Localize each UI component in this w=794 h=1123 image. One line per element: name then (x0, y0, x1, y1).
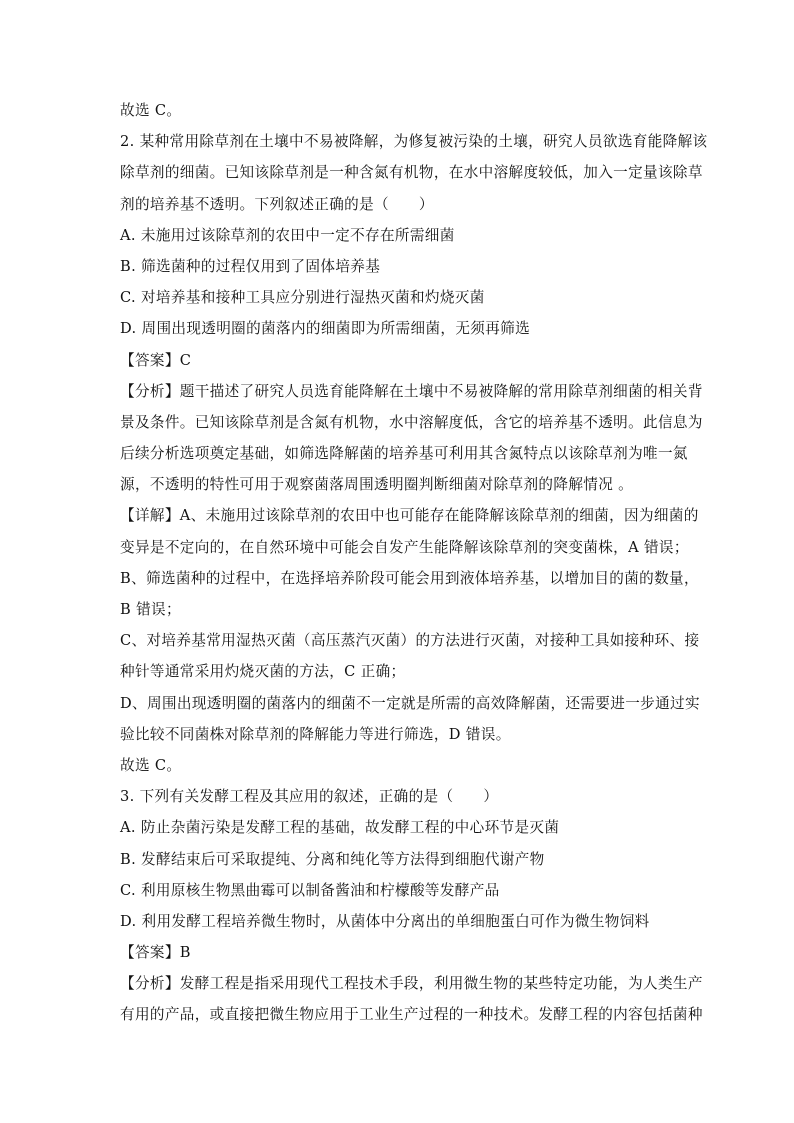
question-3-option-c: C. 利用原核生物黑曲霉可以制备酱油和柠檬酸等发酵产品 (120, 881, 500, 899)
question-2-stem: 2. 某种常用除草剂在土壤中不易被降解，为修复被污染的土壤，研究人员欲选育能降解该 (120, 133, 708, 151)
question-3-option-a: A. 防止杂菌污染是发酵工程的基础，故发酵工程的中心环节是灭菌 (120, 819, 560, 837)
question-2-option-d: D. 周围出现透明圈的菌落内的细菌即为所需细菌，无须再筛选 (120, 320, 531, 338)
question-2-conclusion: 故选 C。 (120, 756, 182, 774)
question-3-answer: 【答案】B (120, 944, 191, 962)
question-2-detail-c: C、对培养基常用湿热灭菌（高压蒸汽灭菌）的方法进行灭菌，对接种工具如接种环、接 (120, 632, 700, 650)
question-2-detail-c-cont: 种针等通常采用灼烧灭菌的方法，C 正确； (120, 663, 406, 681)
question-2-answer: 【答案】C (120, 351, 192, 369)
question-2-detail-a: 【详解】A、未施用过该除草剂的农田中也可能存在能降解该除草剂的细菌，因为细菌的 (120, 507, 699, 525)
question-2-option-a: A. 未施用过该除草剂的农田中一定不存在所需细菌 (120, 226, 455, 244)
question-2-analysis: 【分析】题干描述了研究人员选育能降解在土壤中不易被降解的常用除草剂细菌的相关背 (120, 382, 703, 400)
question-3-option-b: B. 发酵结束后可采取提纯、分离和纯化等方法得到细胞代谢产物 (120, 850, 545, 868)
question-2-option-c: C. 对培养基和接种工具应分别进行湿热灭菌和灼烧灭菌 (120, 289, 485, 307)
question-2-detail-b: B、筛选菌种的过程中，在选择培养阶段可能会用到液体培养基，以增加目的菌的数量， (120, 569, 699, 587)
question-3-option-d: D. 利用发酵工程培养微生物时，从菌体中分离出的单细胞蛋白可作为微生物饲料 (120, 912, 650, 930)
question-3-analysis: 【分析】发酵工程是指采用现代工程技术手段，利用微生物的某些特定功能，为人类生产 (120, 975, 703, 993)
question-2-detail-d-cont: 验比较不同菌株对除草剂的降解能力等进行筛选，D 错误。 (120, 725, 511, 743)
question-2-detail-d: D、周围出现透明圈的菌落内的细菌不一定就是所需的高效降解菌，还需要进一步通过实 (120, 694, 700, 712)
question-3-analysis-cont: 有用的产品，或直接把微生物应用于工业生产过程的一种技术。发酵工程的内容包括菌种 (120, 1006, 703, 1024)
question-2-detail-a-cont: 变异是不定向的，在自然环境中可能会自发产生能降解该除草剂的突变菌株，A 错误； (120, 538, 689, 556)
question-2-analysis-cont: 景及条件。已知该除草剂是含氮有机物，水中溶解度低，含它的培养基不透明。此信息为 (120, 413, 703, 431)
question-2-stem-cont: 除草剂的细菌。已知该除草剂是一种含氮有机物，在水中溶解度较低，加入一定量该除草 (120, 164, 703, 182)
question-2-detail-b-cont: B 错误； (120, 601, 181, 618)
document-page (120, 95, 708, 1031)
question-2-stem-end: 剂的培养基不透明。下列叙述正确的是（ ） (120, 195, 434, 213)
question-2-analysis-end: 源，不透明的特性可用于观察菌落周围透明圈判断细菌对除草剂的降解情况 。 (120, 476, 634, 494)
conclusion-line: 故选 C。 (120, 102, 182, 119)
question-3-stem: 3. 下列有关发酵工程及其应用的叙述，正确的是（ ） (120, 788, 499, 806)
question-2-option-b: B. 筛选菌种的过程仅用到了固体培养基 (120, 257, 381, 275)
question-2-analysis-cont: 后续分析选项奠定基础，如筛选降解菌的培养基可利用其含氮特点以该除草剂为唯一氮 (120, 445, 688, 463)
